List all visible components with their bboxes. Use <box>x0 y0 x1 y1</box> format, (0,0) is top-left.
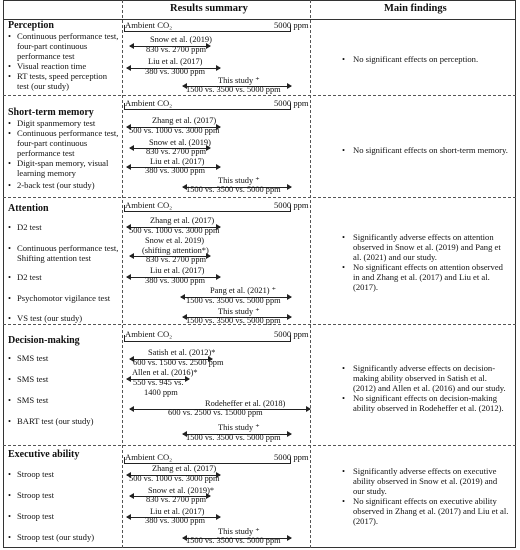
study-values: 600 vs. 1500 vs. 2500 ppm <box>133 358 224 367</box>
study-name: This study ⁺ <box>218 307 260 316</box>
max-ppm-label: 5000 ppm <box>274 98 309 108</box>
list-item: • RT tests, speed perception test (our study) <box>8 71 108 91</box>
study-values: 830 vs. 2700 ppm <box>146 45 207 54</box>
study-values: 830 vs. 2700 ppm <box>146 495 207 504</box>
list-item: • SMS test <box>8 395 49 405</box>
list-item: • Stroop test <box>8 490 55 500</box>
max-ppm-label: 5000 ppm <box>274 452 309 462</box>
study-values-cont: 1400 ppm <box>144 388 178 397</box>
list-item: • D2 test <box>8 222 42 232</box>
study-name: Snow et al. (2019) <box>149 138 211 147</box>
co2-scale-bracket <box>124 457 291 464</box>
study-name: This study ⁺ <box>218 176 260 185</box>
study-name: Snow et al. (2019)* <box>148 486 215 495</box>
list-item: • BART test (our study) <box>8 416 94 426</box>
study-name: Zhang et al. (2017) <box>150 216 215 225</box>
findings-short-term-memory <box>342 145 510 155</box>
study-name: Liu et al. (2017) <box>150 157 205 166</box>
co2-scale-bracket <box>124 25 291 32</box>
finding-item: • No significant effects on short-term memory. <box>342 145 508 155</box>
ambient-co2-label: Ambient CO₂ <box>125 20 173 30</box>
study-values: 380 vs. 3000 ppm <box>145 166 206 175</box>
list-item: • Stroop test <box>8 469 55 479</box>
list-item: • Stroop test (our study) <box>8 532 95 542</box>
main-findings-header: Main findings <box>384 3 447 14</box>
section-title-perception: Perception <box>8 20 54 31</box>
study-name: Pang et al. (2021) ⁺ <box>210 286 277 295</box>
max-ppm-label: 5000 ppm <box>274 20 309 30</box>
study-name: Liu et al. (2017) <box>150 507 205 516</box>
study-values: 1500 vs. 3500 vs. 5000 ppm <box>186 433 281 442</box>
list-item: • Digit spanmemory test <box>8 118 96 128</box>
study-values: 830 vs. 2700 ppm <box>146 255 207 264</box>
co2-scale-bracket <box>124 335 291 342</box>
study-name: This study ⁺ <box>218 76 260 85</box>
header-divider <box>3 19 516 20</box>
list-item: • 2-back test (our study) <box>8 180 95 190</box>
list-item: • SMS test <box>8 353 49 363</box>
study-name: Zhang et al. (2017) <box>152 464 217 473</box>
finding-item: • No significant effects on executive ability observed in Zhang et al. (2017) and Liu et al. (2017). <box>342 496 509 526</box>
list-item: • VS test (our study) <box>8 313 83 323</box>
max-ppm-label: 5000 ppm <box>274 200 309 210</box>
findings-perception <box>342 54 510 64</box>
results-summary-header: Results summary <box>170 3 248 14</box>
list-item: • Psychomotor vigilance test <box>8 293 111 303</box>
column-divider-2 <box>310 0 311 548</box>
section-title-executive-ability: Executive ability <box>8 449 80 460</box>
study-values: 380 vs. 3000 ppm <box>145 276 206 285</box>
study-values: 500 vs. 1000 vs. 3000 ppm <box>129 126 220 135</box>
study-values: 1500 vs. 3500 vs. 5000 ppm <box>186 185 281 194</box>
section-title-attention: Attention <box>8 203 49 214</box>
list-item: • Continuous performance test, four-part continuous performance test <box>8 31 119 61</box>
study-values: 1500 vs. 3500 vs. 5000 ppm <box>186 536 281 545</box>
section-title-short-term-memory: Short-term memory <box>8 107 94 118</box>
list-item: • SMS test <box>8 374 49 384</box>
study-values: 1500 vs. 3500 vs. 5000 ppm <box>186 85 281 94</box>
findings-executive-ability <box>342 466 510 526</box>
finding-item: • No significant effects on attention observed in and Zhang et al. (2017) and Liu et al. (2017). <box>342 262 503 292</box>
study-name: Liu et al. (2017) <box>150 266 205 275</box>
study-values: 500 vs. 1000 vs. 3000 ppm <box>129 226 220 235</box>
study-name: Snow et al. (2019) <box>150 35 212 44</box>
study-values: 830 vs. 2700 ppm <box>146 147 207 156</box>
study-name: Rodeheffer et al. (2018) <box>205 399 286 408</box>
study-name: This study ⁺ <box>218 527 260 536</box>
study-note: (shifting attention*) <box>142 246 209 255</box>
ambient-co2-label: Ambient CO₂ <box>125 200 173 210</box>
section-title-decision-making: Decision-making <box>8 335 80 346</box>
list-item: • D2 test <box>8 272 42 282</box>
max-ppm-label: 5000 ppm <box>274 329 309 339</box>
study-values: 380 vs. 3000 ppm <box>145 516 206 525</box>
finding-item: • Significantly adverse effects on executive ability observed in Snow et al. (2019) and our study. <box>342 466 498 496</box>
list-item: • Visual reaction time <box>8 61 87 71</box>
list-item: • Stroop test <box>8 511 55 521</box>
list-item: • Digit-span memory, visual learning memory <box>8 158 109 178</box>
study-name: Satish et al. (2012)* <box>148 348 216 357</box>
co2-scale-bracket <box>124 103 291 110</box>
finding-item: • No significant effects on decision-making ability observed in Rodeheffer et al. (2012). <box>342 393 504 413</box>
section-divider-1 <box>3 95 516 96</box>
section-divider-2 <box>3 197 516 198</box>
study-values: 1500 vs. 3500 vs. 5000 ppm <box>186 316 281 325</box>
study-values: 600 vs. 2500 vs. 15000 ppm <box>168 408 263 417</box>
section-divider-4 <box>3 445 516 446</box>
findings-decision-making <box>342 363 510 413</box>
ambient-co2-label: Ambient CO₂ <box>125 329 173 339</box>
findings-attention <box>342 232 510 292</box>
study-name: Liu et al. (2017) <box>148 57 203 66</box>
study-name: Snow et al. 2019) <box>145 236 205 245</box>
study-values: 1500 vs. 3500 vs. 5000 ppm <box>186 296 281 305</box>
study-name: Allen et al. (2016)* <box>132 368 198 377</box>
ambient-co2-label: Ambient CO₂ <box>125 98 173 108</box>
ambient-co2-label: Ambient CO₂ <box>125 452 173 462</box>
study-name: This study ⁺ <box>218 423 260 432</box>
finding-item: • Significantly adverse effects on decision-making ability observed in Satish et al. (2012) and Allen et al. (2016) and our study. <box>342 363 506 393</box>
column-divider-1 <box>122 0 123 548</box>
study-values: 550 vs. 945 vs. <box>133 378 184 387</box>
list-item: • Continuous performance test, four-part continuous performance test <box>8 128 119 158</box>
study-values: 500 vs. 1000 vs. 3000 ppm <box>129 474 220 483</box>
list-item: • Continuous performance test, Shifting attention test <box>8 243 119 263</box>
study-values: 380 vs. 3000 ppm <box>145 67 206 76</box>
finding-item: • Significantly adverse effects on attention observed in Snow et al. (2019) and Pang et al. (2021) and our study. <box>342 232 501 262</box>
study-name: Zhang et al. (2017) <box>152 116 217 125</box>
co2-scale-bracket <box>124 205 291 212</box>
finding-item: • No significant effects on perception. <box>342 54 479 64</box>
